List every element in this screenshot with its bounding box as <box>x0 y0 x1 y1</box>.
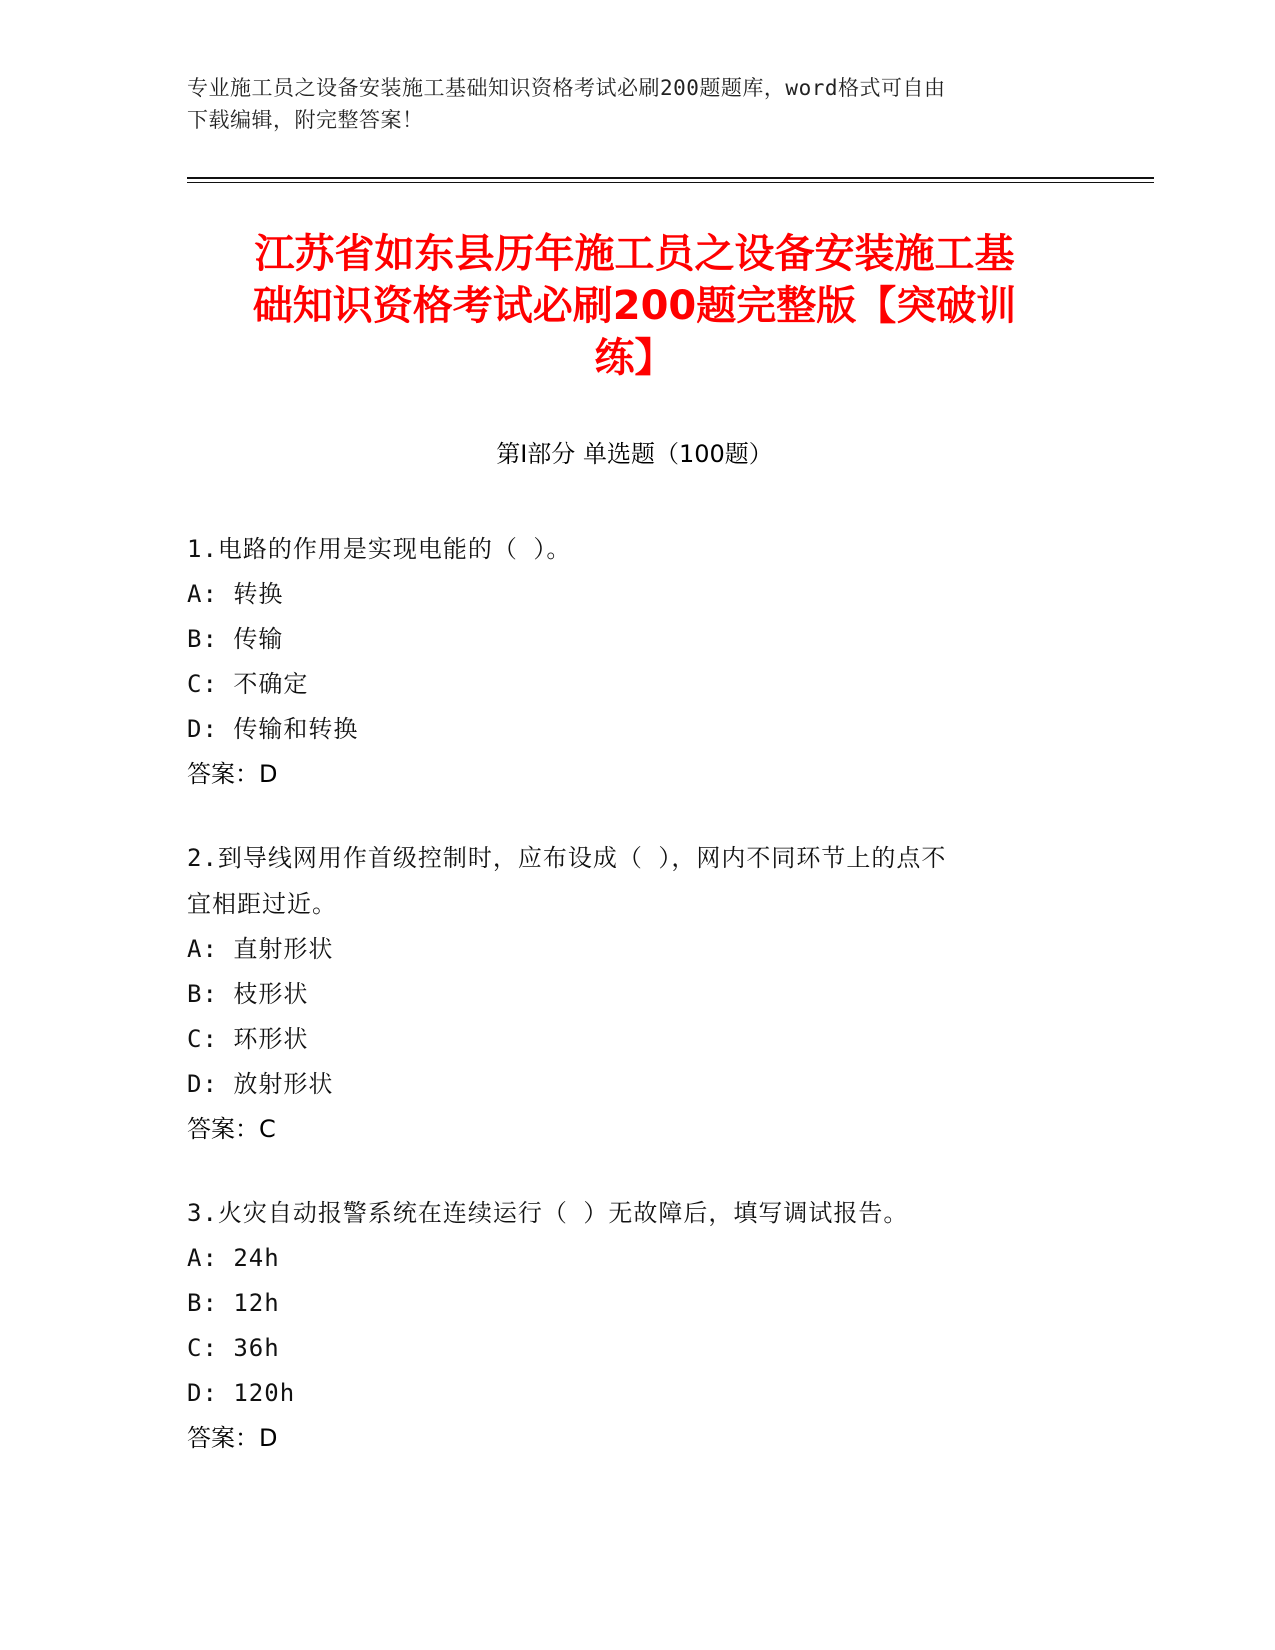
header-note <box>187 72 1087 136</box>
answer: 答案：C <box>187 1115 276 1143</box>
option-d: D: 放射形状 <box>187 1070 334 1098</box>
question-stem: 2.到导线网用作首级控制时，应布设成（ ），网内不同环节上的点不 <box>187 844 947 872</box>
answer: 答案：D <box>187 1424 278 1452</box>
document-title <box>187 228 1082 384</box>
option-c: C: 不确定 <box>187 670 309 698</box>
question-list <box>187 526 1087 1499</box>
option-b: B: 枝形状 <box>187 980 309 1008</box>
header-note-line-1: 专业施工员之设备安装施工基础知识资格考试必刷200题题库，word格式可自由 <box>187 76 946 100</box>
question-stem: 3.火灾自动报警系统在连续运行（ ）无故障后，填写调试报告。 <box>187 1199 909 1227</box>
question-1 <box>187 526 1087 797</box>
answer: 答案：D <box>187 760 278 788</box>
header-note-line-2: 下载编辑，附完整答案！ <box>187 108 424 132</box>
section-title: 第Ⅰ部分 单选题（100题） <box>496 440 773 468</box>
option-a: A: 转换 <box>187 580 284 608</box>
header-rule-thin <box>187 182 1154 183</box>
option-d: D: 120h <box>187 1379 296 1407</box>
question-stem-continued: 宜相距过近。 <box>187 890 337 918</box>
option-c: C: 36h <box>187 1334 280 1362</box>
option-d: D: 传输和转换 <box>187 715 359 743</box>
question-3 <box>187 1190 1087 1461</box>
question-stem: 1.电路的作用是实现电能的（ ）。 <box>187 535 572 563</box>
document-title-line-3: 练】 <box>594 335 675 381</box>
option-b: B: 传输 <box>187 625 284 653</box>
document-title-line-2: 础知识资格考试必刷200题完整版【突破训 <box>252 283 1017 329</box>
header-rule-thick <box>187 177 1154 179</box>
question-2 <box>187 835 1087 1152</box>
option-b: B: 12h <box>187 1289 280 1317</box>
document-title-line-1: 江苏省如东县历年施工员之设备安装施工基 <box>254 231 1015 277</box>
option-a: A: 24h <box>187 1244 280 1272</box>
option-a: A: 直射形状 <box>187 935 334 963</box>
option-c: C: 环形状 <box>187 1025 309 1053</box>
